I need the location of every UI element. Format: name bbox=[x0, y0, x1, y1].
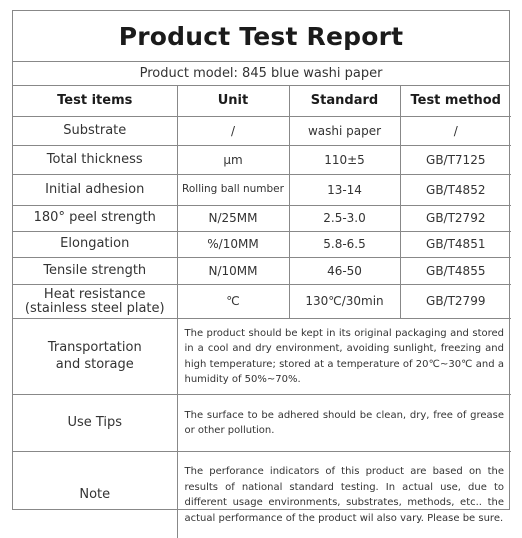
table-row bbox=[13, 175, 511, 206]
row-unit: μm bbox=[177, 146, 289, 175]
row-standard: 130℃/30min bbox=[289, 285, 400, 319]
row-standard: 110±5 bbox=[289, 146, 400, 175]
header-test-method: Test method bbox=[400, 86, 511, 117]
row-standard: 2.5-3.0 bbox=[289, 206, 400, 232]
row-unit: / bbox=[177, 117, 289, 146]
row-method: GB/T4855 bbox=[400, 258, 511, 285]
row-unit: Rolling ball number bbox=[177, 175, 289, 206]
note-label: Use Tips bbox=[13, 395, 177, 452]
row-standard: 5.8-6.5 bbox=[289, 232, 400, 258]
note-row-transport bbox=[13, 319, 511, 395]
row-method: / bbox=[400, 117, 511, 146]
table-row bbox=[13, 232, 511, 258]
note-label-line2: and storage bbox=[16, 357, 174, 373]
table-row bbox=[13, 258, 511, 285]
row-item: Substrate bbox=[13, 117, 177, 146]
report-title: Product Test Report bbox=[13, 11, 509, 62]
row-item: Tensile strength bbox=[13, 258, 177, 285]
row-item: 180° peel strength bbox=[13, 206, 177, 232]
table-row bbox=[13, 285, 511, 319]
table-row bbox=[13, 146, 511, 175]
product-model: Product model: 845 blue washi paper bbox=[13, 62, 509, 86]
table-header-row bbox=[13, 86, 511, 117]
note-label: Note bbox=[13, 452, 177, 538]
note-row-note bbox=[13, 452, 511, 538]
note-label bbox=[13, 319, 177, 395]
note-row-use-tips bbox=[13, 395, 511, 452]
row-method: GB/T2792 bbox=[400, 206, 511, 232]
heat-resistance-line1: Heat resistance bbox=[16, 288, 174, 302]
row-item: Elongation bbox=[13, 232, 177, 258]
row-unit: N/25MM bbox=[177, 206, 289, 232]
row-unit: N/10MM bbox=[177, 258, 289, 285]
row-unit: %/10MM bbox=[177, 232, 289, 258]
row-item bbox=[13, 285, 177, 319]
table-row bbox=[13, 206, 511, 232]
row-unit: ℃ bbox=[177, 285, 289, 319]
note-text: The surface to be adhered should be clean, dry, free of grease or other pollution. bbox=[177, 395, 511, 452]
note-label-line1: Transportation bbox=[16, 340, 174, 356]
row-method: GB/T7125 bbox=[400, 146, 511, 175]
header-test-items: Test items bbox=[13, 86, 177, 117]
row-item: Total thickness bbox=[13, 146, 177, 175]
note-text: The perforance indicators of this product are based on the results of national standard testing. In actual use, due to different usage environments, substrates, methods, etc.. the actual performance of the product wil also vary. Please be sure. bbox=[177, 452, 511, 538]
header-unit: Unit bbox=[177, 86, 289, 117]
header-standard: Standard bbox=[289, 86, 400, 117]
row-method: GB/T2799 bbox=[400, 285, 511, 319]
heat-resistance-line2: (stainless steel plate) bbox=[16, 302, 174, 316]
row-method: GB/T4852 bbox=[400, 175, 511, 206]
test-table bbox=[13, 86, 511, 538]
row-item: Initial adhesion bbox=[13, 175, 177, 206]
table-row bbox=[13, 117, 511, 146]
row-standard: 13-14 bbox=[289, 175, 400, 206]
test-report-sheet bbox=[12, 10, 510, 510]
row-method: GB/T4851 bbox=[400, 232, 511, 258]
row-standard: washi paper bbox=[289, 117, 400, 146]
row-standard: 46-50 bbox=[289, 258, 400, 285]
note-text: The product should be kept in its original packaging and stored in a cool and dry environment, avoiding sunlight, freezing and high temperature; stored at a temperature of 20℃~30℃ and a humidity of 50%~70%. bbox=[177, 319, 511, 395]
